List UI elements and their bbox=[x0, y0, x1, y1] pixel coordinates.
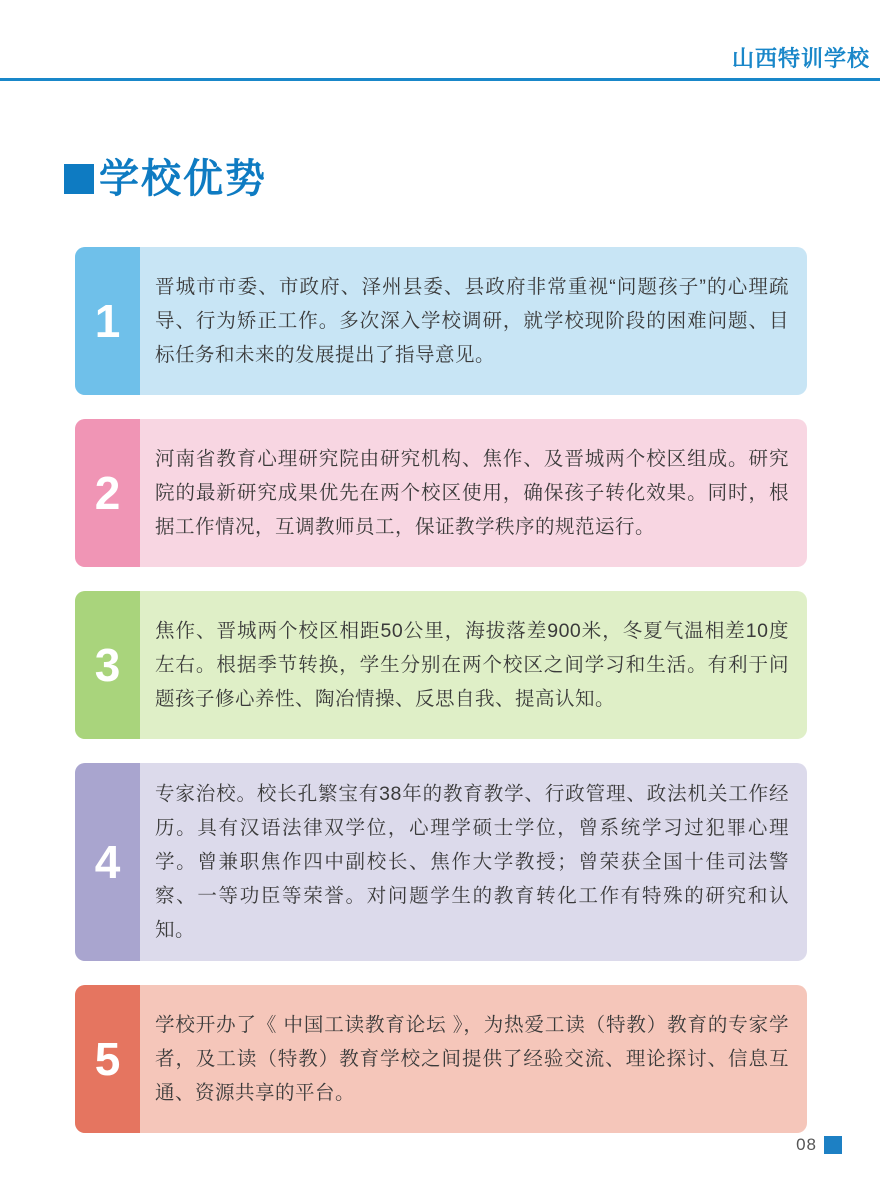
advantage-card-3 bbox=[75, 591, 807, 739]
advantage-card-5 bbox=[75, 985, 807, 1133]
advantages-list bbox=[75, 247, 807, 1133]
title-square-icon bbox=[64, 164, 94, 194]
advantage-text: 晋城市市委、市政府、泽州县委、县政府非常重视“问题孩子”的心理疏导、行为矫正工作。多次深入学校调研，就学校现阶段的困难问题、目标任务和未来的发展提出了指导意见。 bbox=[155, 276, 789, 366]
advantage-number: 3 bbox=[75, 591, 140, 739]
advantage-card-2 bbox=[75, 419, 807, 567]
footer-square-icon bbox=[824, 1136, 842, 1154]
advantage-number: 1 bbox=[75, 247, 140, 395]
brand-text: 山西特训学校 bbox=[731, 46, 870, 71]
advantage-number: 2 bbox=[75, 419, 140, 567]
advantage-card-4 bbox=[75, 763, 807, 961]
advantage-text: 专家治校。校长孔繁宝有38年的教育教学、行政管理、政法机关工作经历。具有汉语法律双学位，心理学硕士学位，曾系统学习过犯罪心理学。曾兼职焦作四中副校长、焦作大学教授；曾荣获全国十佳司法警察、一等功臣等荣誉。对问题学生的教育转化工作有特殊的研究和认知。 bbox=[155, 783, 789, 941]
advantage-text: 学校开办了《 中国工读教育论坛 》，为热爱工读（特教）教育的专家学者，及工读（特教）教育学校之间提供了经验交流、理论探讨、信息互通、资源共享的平台。 bbox=[155, 1014, 789, 1104]
advantage-number: 4 bbox=[75, 763, 140, 961]
page-footer bbox=[796, 1135, 842, 1155]
page-title bbox=[64, 159, 880, 199]
advantage-number: 5 bbox=[75, 985, 140, 1133]
page-number: 08 bbox=[796, 1135, 817, 1154]
advantage-card-1 bbox=[75, 247, 807, 395]
page-header bbox=[0, 0, 880, 81]
page-title-text: 学校优势 bbox=[99, 157, 267, 201]
header-divider bbox=[0, 78, 880, 81]
advantage-text: 河南省教育心理研究院由研究机构、焦作、及晋城两个校区组成。研究院的最新研究成果优先在两个校区使用，确保孩子转化效果。同时，根据工作情况，互调教师员工，保证教学秩序的规范运行。 bbox=[155, 448, 789, 538]
advantage-text: 焦作、晋城两个校区相距50公里，海拔落差900米，冬夏气温相差10度左右。根据季节转换，学生分别在两个校区之间学习和生活。有利于问题孩子修心养性、陶冶情操、反思自我、提高认知。 bbox=[155, 620, 789, 710]
